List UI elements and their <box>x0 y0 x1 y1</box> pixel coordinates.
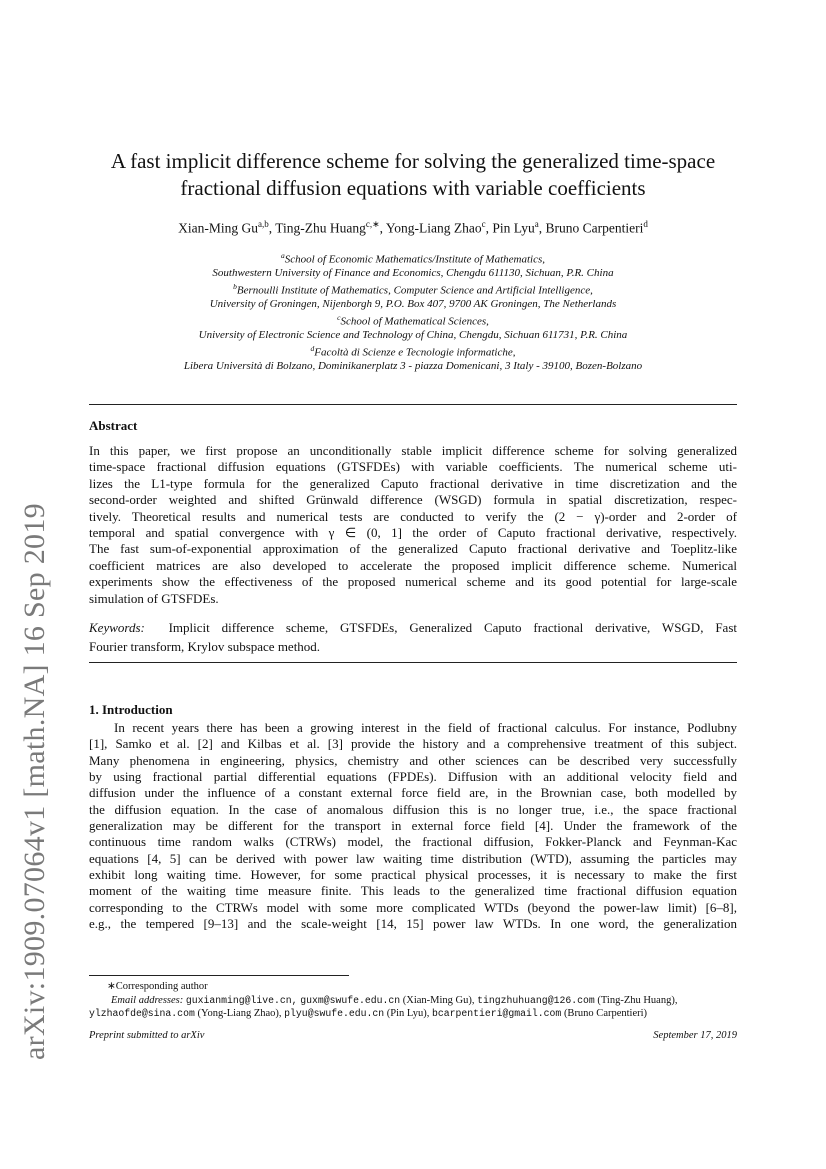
keywords-text: Fourier transform, Krylov subspace method. <box>89 639 321 654</box>
body-line: continuous time random walks (CTRWs) model, the fractional diffusion, Fokker-Planck and Feynman-Kac <box>89 834 737 850</box>
email-link[interactable]: bcarpentieri@gmail.com <box>431 1008 562 1020</box>
author-list: Xian-Ming Gu$^{a,b}$, Ting-Zhu Huang$^{c,∗}$, Yong-Liang Zhao$^c$, Pin Lyu$^a$, Bruno Carpentieri$^d$ <box>178 219 648 236</box>
title-line-2: fractional diffusion equations with variable coefficients <box>180 176 646 200</box>
corresponding-author-note: ∗Corresponding author <box>107 981 208 992</box>
author-name: Ting-Zhu Huang <box>275 220 366 236</box>
author-name: Yong-Liang Zhao <box>385 220 482 236</box>
email-link[interactable]: plyu@swufe.edu.cn <box>284 1008 385 1020</box>
arxiv-identifier-stamp[interactable]: arXiv:1909.07064v1 [math.NA] 16 Sep 2019 <box>18 503 51 1060</box>
author-affil-sup: d <box>643 219 648 229</box>
abstract-line: temporal and spatial convergence with γ ∈ (0, 1] the order of Caputo fractional derivative, respectively. <box>89 525 737 541</box>
affiliation-line: $^a$School of Economic Mathematics/Institute of Mathematics, <box>280 251 546 266</box>
body-line: equations [4, 5] can be derived with power law waiting time distribution (WTD), assuming the particles may <box>89 850 737 866</box>
abstract-line: In this paper, we first propose an unconditionally stable implicit difference scheme for solving generalized <box>89 443 737 458</box>
email-line <box>89 1007 737 1021</box>
affiliation-line: $^b$Bernoulli Institute of Mathematics, Computer Science and Artificial Intelligence, <box>233 282 593 297</box>
title-line-1: A fast implicit difference scheme for solving the generalized time-space <box>110 149 716 173</box>
email-link[interactable]: ylzhaofde@sina.com <box>89 1008 195 1020</box>
abstract-line: The fast sum-of-exponential approximation of the generalized Caputo fractional derivative and Toeplitz-like <box>89 541 737 557</box>
affiliation-line: $^d$Facoltà di Scienze e Tecnologie informatiche, <box>310 344 516 359</box>
body-line: by using fractional partial differential equations (FPDEs). Diffusion with an additional velocity field and <box>89 769 737 785</box>
introduction-body <box>89 720 737 932</box>
abstract-body <box>89 443 737 607</box>
body-line: [1], Samko et al. [2] and Kilbas et al. [3] provide the history and a comprehensive treatment of this subject. <box>89 736 737 752</box>
email-link[interactable]: guxm@swufe.edu.cn <box>300 994 401 1006</box>
keywords-label: Keywords: <box>89 620 145 635</box>
email-line <box>89 994 737 1008</box>
body-line: corresponding to the CTRWs model with some more complicated WTDs (beyond the power-law limit) [6–8], <box>89 899 737 915</box>
abstract-heading: Abstract <box>89 418 138 433</box>
section-heading-introduction: 1. Introduction <box>89 702 173 717</box>
abstract-line: experiments show the effectiveness of the proposed numerical scheme and its good potential for large-scale <box>89 574 737 590</box>
email-owner: (Bruno Carpentieri) <box>563 1008 648 1020</box>
keywords-block <box>89 618 737 656</box>
abstract-line: tively. Theoretical results and numerical tests are conducted to verify the (2 − γ)-order and 2-order of <box>89 508 737 524</box>
affiliation-line: Southwestern University of Finance and Economics, Chengdu 611130, Sichuan, P.R. China <box>212 266 614 279</box>
affiliation-line: Libera Università di Bolzano, Dominikanerplatz 3 - piazza Domenicani, 3 Italy - 39100, Bozen-Bolzano <box>183 360 643 373</box>
author-affil-sup: a <box>534 219 539 229</box>
email-link[interactable]: guxianming@live.cn, <box>185 994 298 1006</box>
abstract-line: simulation of GTSFDEs. <box>89 590 219 606</box>
affiliation-line: University of Groningen, Nijenborgh 9, P.O. Box 407, 9700 AK Groningen, The Netherlands <box>209 297 617 310</box>
body-line: exhibit long waiting time. However, for some practical physical processes, it is necessary to make the first <box>89 867 737 883</box>
email-label: Email addresses: <box>111 994 184 1006</box>
author-name: Xian-Ming Gu <box>178 220 258 236</box>
email-owner: (Ting-Zhu Huang), <box>597 994 678 1006</box>
abstract-bottom-rule <box>89 662 737 663</box>
email-owner: (Yong-Liang Zhao), <box>197 1008 282 1020</box>
author-name: Pin Lyu <box>492 220 535 236</box>
abstract-line: second-order weighted and shifted Grünwald difference (WSGD) formula in spatial discretization, respec- <box>89 492 737 508</box>
affiliation-list <box>80 249 746 373</box>
keywords-text: Implicit difference scheme, GTSFDEs, Generalized Caputo fractional derivative, WSGD, Fast <box>168 620 737 635</box>
author-name: Bruno Carpentieri <box>545 220 644 236</box>
email-owner: (Pin Lyu), <box>386 1008 430 1020</box>
affiliation-line: $^c$School of Mathematical Sciences, <box>337 313 489 328</box>
author-affil-sup: a,b <box>257 219 269 229</box>
author-affil-sup: c <box>481 219 486 229</box>
abstract-line: coefficient matrices are also developed to accelerate the proposed implicit difference scheme. Numerical <box>89 557 737 573</box>
preprint-date: September 17, 2019 <box>653 1030 737 1041</box>
paper-title <box>80 148 746 202</box>
affiliation-line: University of Electronic Science and Technology of China, Chengdu, Sichuan 611731, P.R. China <box>198 328 628 341</box>
body-line: Many phenomena in engineering, physics, chemistry and other sciences can be described very successfully <box>89 752 737 768</box>
abstract-top-rule <box>89 404 737 405</box>
email-link[interactable]: tingzhuhuang@126.com <box>477 994 595 1006</box>
email-owner: (Xian-Ming Gu), <box>402 994 475 1006</box>
abstract-line: lizes the L1-type formula for the generalized Caputo fractional derivative in time discretization and the <box>89 475 737 491</box>
body-line: e.g., the tempered [9–13] and the scale-weight [14, 15] power law WTDs. In one word, the generalization <box>89 916 737 932</box>
body-line: In recent years there has been a growing interest in the field of fractional calculus. For instance, Podlubny <box>114 720 737 735</box>
abstract-line: time-space fractional diffusion equations (GTSFDEs) with variable coefficients. The numerical scheme uti- <box>89 459 737 475</box>
footnote-rule <box>89 975 349 976</box>
body-line: moment of the waiting time measure finite. This leads to the generalized time fractional diffusion equation <box>89 883 737 899</box>
preprint-note: Preprint submitted to arXiv <box>89 1030 205 1041</box>
body-line: diffusion under the influence of a constant external force field are, in the Brownian case, both modelled by <box>89 785 737 801</box>
author-affil-sup: c,∗ <box>365 219 380 229</box>
body-line: the diffusion equation. In the case of anomalous diffusion this is no longer true, i.e., the space fractional <box>89 801 737 817</box>
footnotes <box>89 980 737 1021</box>
body-line: generalization may be different for the transport in external force field [4]. Under the framework of the <box>89 818 737 834</box>
